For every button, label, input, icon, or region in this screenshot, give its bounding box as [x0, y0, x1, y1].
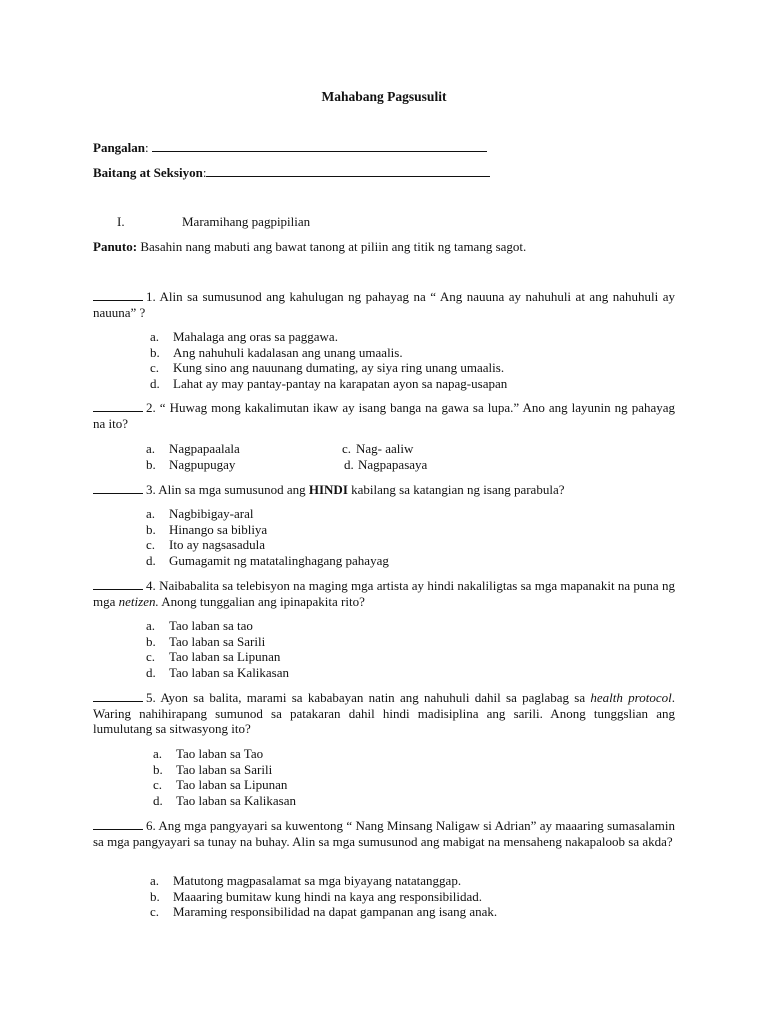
grade-section-colon: : [202, 165, 207, 180]
question-text-italic: health protocol [590, 690, 672, 705]
option-letter: a. [150, 873, 160, 888]
option-text: Tao laban sa Kalikasan [176, 792, 297, 808]
option-text: Nagpapaalala [169, 441, 240, 456]
option-text: Gumagamit ng matatalinghagang pahayag [169, 552, 389, 568]
option-letter: c. [150, 904, 160, 920]
option-letter: b. [146, 521, 156, 537]
option-text: Tao laban sa Sarili [169, 633, 266, 649]
option-text: Ang nahuhuli kadalasan ang unang umaalis. [173, 344, 403, 360]
question-text-pre: Alin sa mga sumusunod ang [158, 482, 309, 497]
name-blank-line [152, 139, 487, 152]
option-text: Mahalaga ang oras sa paggawa. [173, 329, 338, 344]
question-number: 2. [146, 400, 156, 415]
question-5 [93, 690, 675, 737]
option-text: Tao laban sa Lipunan [176, 777, 288, 793]
question-number: 5. [146, 690, 156, 705]
answer-blank [93, 578, 143, 590]
instructions-text: Basahin nang mabuti ang bawat tanong at piliin ang titik ng tamang sagot. [137, 239, 527, 254]
option-text: Maraming responsibilidad na dapat gampanan ang isang anak. [173, 904, 498, 920]
option-letter: d. [150, 375, 160, 391]
option-letter: b. [146, 633, 156, 649]
question-2 [93, 400, 675, 431]
answer-blank [93, 818, 143, 830]
question-1 [93, 289, 675, 320]
question-number: 4. [146, 578, 156, 593]
option-text: Tao laban sa tao [169, 618, 253, 633]
option-letter: d. [146, 664, 156, 680]
question-number: 3. [146, 482, 156, 497]
question-6 [93, 818, 675, 849]
name-colon: : [145, 140, 149, 155]
option-letter: c. [146, 649, 156, 665]
option-letter: c. [150, 360, 160, 376]
question-text-post: Anong tunggalian ang ipinapakita rito? [158, 593, 365, 609]
option-letter: b. [153, 761, 163, 777]
grade-section-blank-line [206, 164, 490, 177]
option-letter: a. [146, 618, 156, 633]
name-label: Pangalan [93, 140, 146, 155]
instructions-label: Panuto: [93, 239, 138, 254]
option-letter: c. [146, 537, 156, 553]
option-letter: b. [150, 344, 160, 360]
question-text: Ang mga pangyayari sa kuwentong “ Nang Minsang Naligaw si Adrian” ay maaaring sumasalamin sa mga pangyayari sa tunay na buhay. Alin sa mga sumusunod ang mabigat na mensaheng nakapaloob sa akda? [93, 818, 675, 849]
option-letter: d. [344, 457, 354, 472]
section-number: I. [117, 214, 125, 229]
question-text-emphasis: HINDI [308, 482, 348, 497]
question-4 [93, 578, 675, 609]
option-text: Nagpapasaya [358, 457, 428, 472]
answer-blank [93, 690, 143, 702]
option-letter: c. [342, 441, 352, 456]
option-letter: a. [146, 506, 156, 521]
answer-blank [93, 482, 143, 494]
question-text-pre: Ayon sa balita, marami sa kababayan natin ang nahuhuli dahil sa paglabag sa [160, 690, 591, 705]
option-letter: a. [146, 441, 156, 456]
option-letter: d. [153, 792, 163, 808]
option-text: Tao laban sa Tao [176, 746, 264, 761]
option-text: Maaaring bumitaw kung hindi na kaya ang responsibilidad. [173, 888, 483, 904]
option-text: Nagpupugay [169, 457, 236, 472]
question-text-post: . Waring nahihirapang sumunod sa patakaran dahil hindi madisiplina ang sarili. Anong tunggslian ang lumulutang sa sitwasyong ito? [93, 690, 675, 736]
option-text: Nagbibigay-aral [169, 506, 254, 521]
section-title: Maramihang pagpipilian [182, 214, 311, 229]
question-3 [93, 482, 675, 498]
option-letter: c. [153, 777, 163, 793]
question-text: “ Huwag mong kakalimutan ikaw ay isang banga na gawa sa lupa.” Ano ang layunin ng pahayag na ito? [93, 400, 675, 431]
name-field [93, 139, 487, 156]
option-text: Tao laban sa Kalikasan [169, 664, 290, 680]
option-text: Lahat ay may pantay-pantay na karapatan ayon sa napag-usapan [173, 375, 508, 391]
question-number: 6. [146, 818, 156, 833]
option-text: Tao laban sa Sarili [176, 761, 273, 777]
answer-blank [93, 400, 143, 412]
grade-section-field [93, 164, 490, 181]
option-text: Ito ay nagsasadula [169, 537, 266, 553]
instructions [93, 239, 526, 255]
question-text-post: kabilang sa katangian ng isang parabula? [347, 482, 565, 497]
option-text: Kung sino ang nauunang dumating, ay siya ring unang umaalis. [173, 360, 505, 376]
options-grid-2 [146, 441, 566, 473]
option-letter: d. [146, 552, 156, 568]
question-text-italic: netizen. [118, 593, 159, 609]
answer-blank [93, 289, 143, 301]
option-letter: b. [150, 888, 160, 904]
page-title: Mahabang Pagsusulit [321, 89, 447, 104]
option-letter: a. [150, 329, 160, 344]
option-text: Matutong magpasalamat sa mga biyayang natatanggap. [173, 873, 462, 888]
option-letter: b. [146, 457, 156, 472]
option-letter: a. [153, 746, 163, 761]
question-text-pre: Naibabalita sa telebisyon na maging mga artista ay hindi nakaliligtas sa mga mapanakit na puna ng mga [93, 578, 675, 609]
option-text: Nag- aaliw [356, 441, 414, 456]
grade-section-label: Baitang at Seksiyon [93, 165, 203, 180]
option-text: Hinango sa bibliya [169, 521, 268, 537]
option-text: Tao laban sa Lipunan [169, 649, 281, 665]
question-number: 1. [146, 289, 156, 304]
question-text: Alin sa sumusunod ang kahulugan ng pahayag na “ Ang nauuna ay nahuhuli at ang nahuhuli ay nauuna” ? [93, 289, 675, 320]
